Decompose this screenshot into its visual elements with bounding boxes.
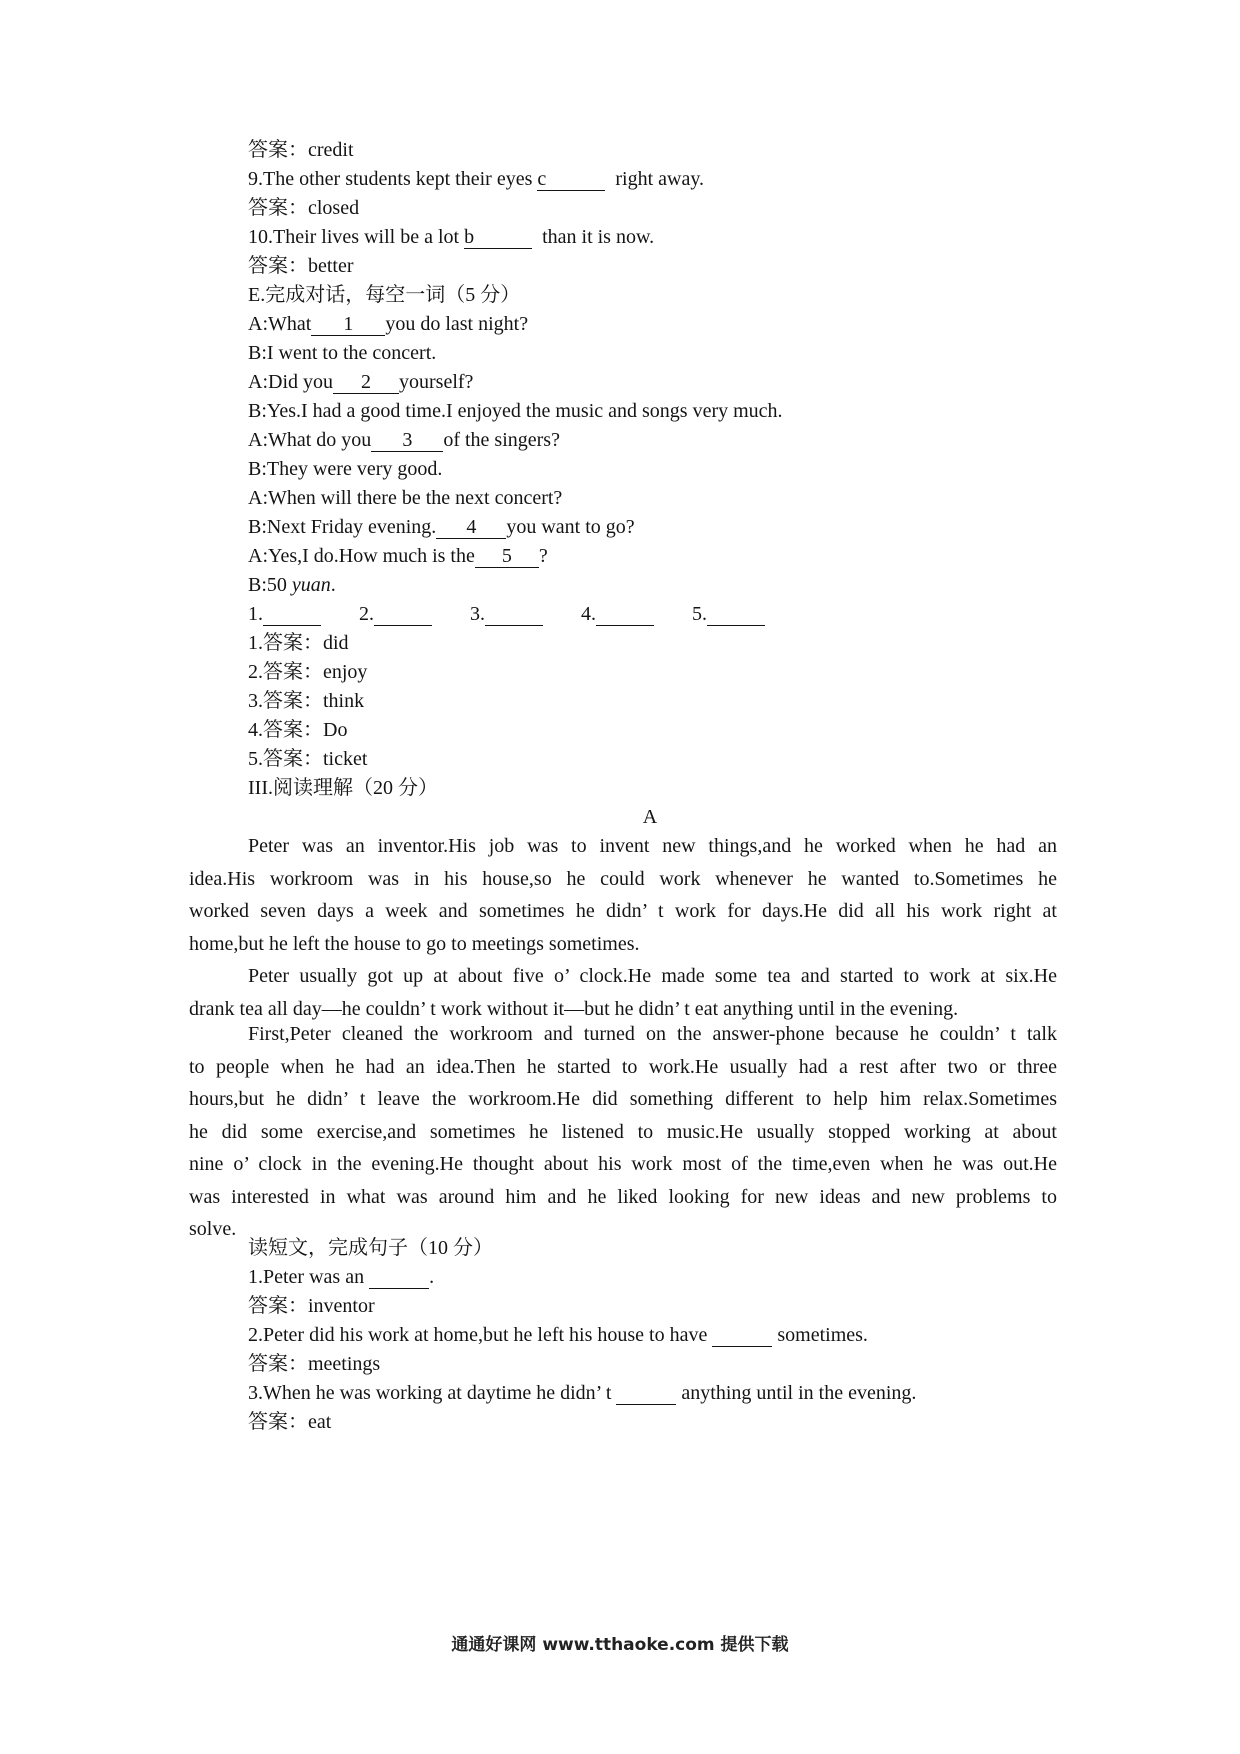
answer-e-4: 4.答案：Do bbox=[248, 719, 348, 741]
p3-line-7: solve. bbox=[189, 1218, 237, 1240]
p2-line-2: drank tea all day—he couldn’ t work without it—but he didn’ t eat anything until in the evening. bbox=[189, 997, 959, 1020]
answer-10: 答案：better bbox=[248, 255, 354, 277]
blank-label-2: 2. bbox=[359, 603, 374, 625]
answer-e-3: 3.答案：think bbox=[248, 690, 365, 712]
answer-credit: 答案：credit bbox=[248, 139, 354, 161]
s3-text-end: anything until in the evening. bbox=[676, 1382, 917, 1404]
q10-text-end: than it is now. bbox=[542, 226, 655, 248]
blank-label-5: 5. bbox=[692, 603, 707, 625]
question-9 bbox=[248, 165, 704, 193]
page-footer: 通通好课网 www.tthaoke.com 提供下载 bbox=[451, 1635, 789, 1655]
d8-blank: 4 bbox=[436, 516, 506, 539]
p1-line-1: Peter was an inventor.His job was to invent new things,and he worked when he had an bbox=[248, 835, 1057, 857]
passage-title: A bbox=[642, 806, 658, 828]
p2-line-1: Peter usually got up at about five o’ clock.He made some tea and started to work at six.He bbox=[248, 965, 1057, 987]
p3-line-6: was interested in what was around him and he liked looking for new ideas and new problems to bbox=[189, 1185, 1057, 1208]
section-3-heading: III.阅读理解（20 分） bbox=[248, 777, 438, 799]
blank-slot-4 bbox=[581, 600, 654, 628]
blank-label-3: 3. bbox=[470, 603, 485, 625]
d10-text: B:50 bbox=[248, 574, 292, 596]
dialogue-line-9 bbox=[248, 542, 548, 570]
passage-paragraph-2 bbox=[189, 962, 1057, 1027]
q9-blank: c bbox=[537, 168, 605, 191]
answer-e-5: 5.答案：ticket bbox=[248, 748, 368, 770]
dialogue-line-3 bbox=[248, 368, 473, 396]
dialogue-line-4: B:Yes.I had a good time.I enjoyed the music and songs very much. bbox=[248, 400, 783, 422]
p3-line-2: to people when he had an idea.Then he started to work.He usually had a rest after two or three bbox=[189, 1055, 1057, 1078]
d10-period: . bbox=[330, 574, 336, 596]
blank-slot-2 bbox=[359, 600, 432, 628]
d3-text: A:Did you bbox=[248, 371, 333, 393]
p3-line-3: hours,but he didn’ t leave the workroom.He did something different to help him relax.Sometimes bbox=[189, 1088, 1057, 1110]
d5-text-end: of the singers? bbox=[443, 429, 560, 451]
q9-text: 9.The other students kept their eyes bbox=[248, 168, 538, 190]
d9-text-end: ? bbox=[538, 545, 548, 567]
blank-label-1: 1. bbox=[248, 603, 263, 625]
sentence-3-answer: 答案：eat bbox=[248, 1411, 332, 1433]
dialogue-line-6: B:They were very good. bbox=[248, 458, 443, 480]
answer-blanks-row bbox=[248, 600, 803, 628]
dialogue-line-1 bbox=[248, 310, 528, 338]
s2-text-end: sometimes. bbox=[772, 1324, 868, 1346]
sentence-2 bbox=[248, 1321, 868, 1349]
passage-paragraph-3 bbox=[189, 1020, 1057, 1248]
d3-blank: 2 bbox=[333, 371, 399, 394]
blank-label-4: 4. bbox=[581, 603, 596, 625]
p3-line-1: First,Peter cleaned the workroom and turned on the answer-phone because he couldn’ t talk bbox=[248, 1023, 1057, 1045]
d5-text: A:What do you bbox=[248, 429, 372, 451]
d3-text-end: yourself? bbox=[399, 371, 474, 393]
p1-line-3: worked seven days a week and sometimes he didn’ t work for days.He did all his work right at bbox=[189, 900, 1057, 922]
answer-9: 答案：closed bbox=[248, 197, 360, 219]
section-e-heading: E.完成对话，每空一词（5 分） bbox=[248, 284, 521, 306]
s1-period: . bbox=[429, 1266, 435, 1288]
blank-slot-5 bbox=[692, 600, 765, 628]
d9-text: A:Yes,I do.How much is the bbox=[248, 545, 475, 567]
question-10 bbox=[248, 223, 654, 251]
s1-text: 1.Peter was an bbox=[248, 1266, 370, 1288]
d10-yuan: yuan bbox=[291, 574, 331, 596]
d1-text-end: you do last night? bbox=[385, 313, 529, 335]
s2-text: 2.Peter did his work at home,but he left his house to have bbox=[248, 1324, 713, 1346]
q10-blank: b bbox=[464, 226, 532, 249]
d1-blank: 1 bbox=[311, 313, 385, 336]
d5-blank: 3 bbox=[371, 429, 443, 452]
passage-paragraph-1 bbox=[189, 832, 1057, 962]
blank-slot-3 bbox=[470, 600, 543, 628]
sentence-3 bbox=[248, 1379, 916, 1407]
d8-text: B:Next Friday evening. bbox=[248, 516, 437, 538]
sentence-2-answer: 答案：meetings bbox=[248, 1353, 381, 1375]
answer-e-2: 2.答案：enjoy bbox=[248, 661, 368, 683]
p3-line-4: he did some exercise,and sometimes he listened to music.He usually stopped working at about bbox=[189, 1120, 1057, 1143]
dialogue-line-5 bbox=[248, 426, 560, 454]
sentence-1 bbox=[248, 1263, 434, 1291]
p1-line-2: idea.His workroom was in his house,so he could work whenever he wanted to.Sometimes he bbox=[189, 867, 1057, 890]
d1-text: A:What bbox=[248, 313, 312, 335]
q10-text: 10.Their lives will be a lot bbox=[248, 226, 465, 248]
blank-slot-1 bbox=[248, 600, 321, 628]
dialogue-line-8 bbox=[248, 513, 635, 541]
task-heading: 读短文，完成句子（10 分） bbox=[248, 1237, 493, 1259]
dialogue-line-10 bbox=[248, 571, 336, 599]
answer-e-1: 1.答案：did bbox=[248, 632, 349, 654]
s3-text: 3.When he was working at daytime he didn’ t bbox=[248, 1382, 617, 1404]
d9-blank: 5 bbox=[475, 545, 539, 568]
dialogue-line-2: B:I went to the concert. bbox=[248, 342, 437, 364]
dialogue-line-7: A:When will there be the next concert? bbox=[248, 487, 563, 509]
q9-text-end: right away. bbox=[615, 168, 705, 190]
d8-text-end: you want to go? bbox=[506, 516, 635, 538]
sentence-1-answer: 答案：inventor bbox=[248, 1295, 375, 1317]
p1-line-4: home,but he left the house to go to meetings sometimes. bbox=[189, 932, 640, 955]
p3-line-5: nine o’ clock in the evening.He thought about his work most of the time,even when he was out.He bbox=[189, 1153, 1057, 1175]
